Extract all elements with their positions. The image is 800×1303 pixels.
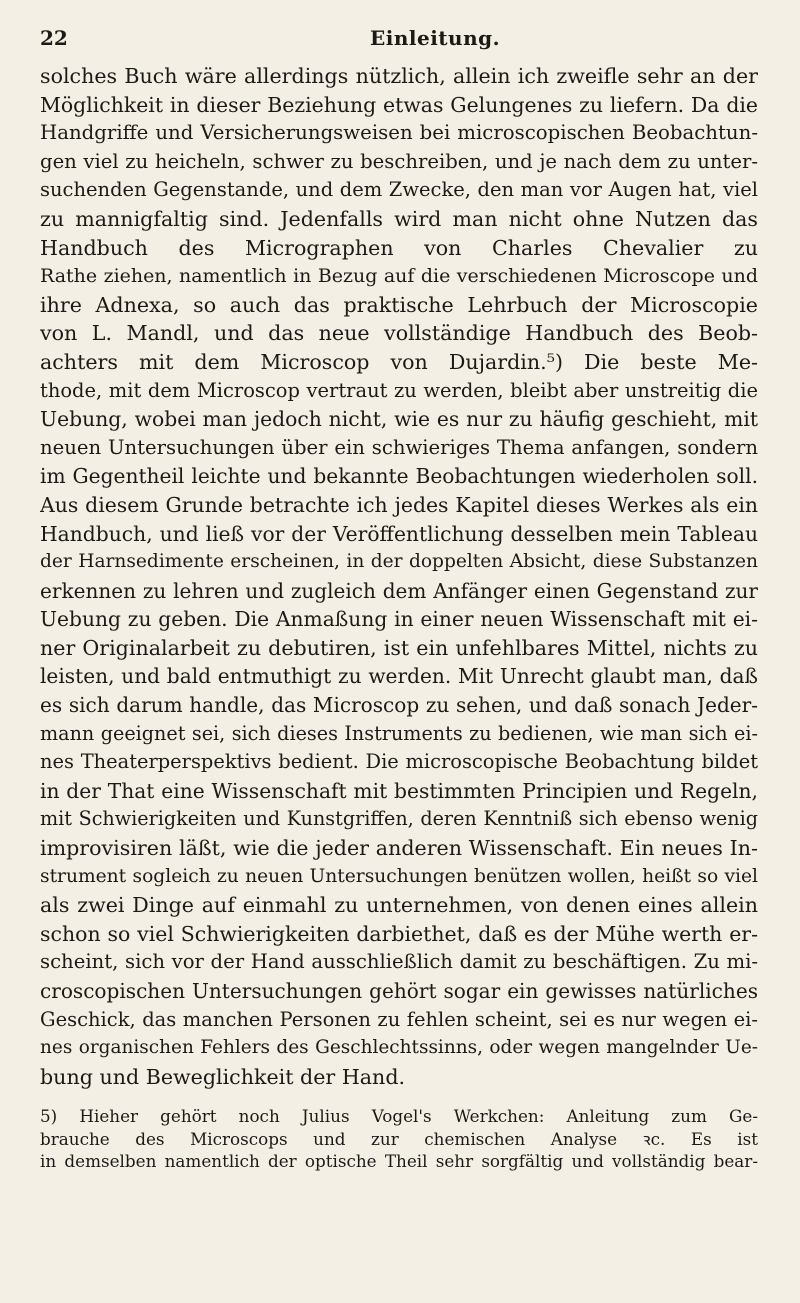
text-line: in der That eine Wissenschaft mit bestimmten Principien und Regeln, [40, 778, 758, 803]
footnote-line: 5) Hieher gehört noch Julius Vogel's Werkchen: Anleitung zum Ge- [40, 1106, 758, 1127]
text-line: gen viel zu heicheln, schwer zu beschreiben, und je nach dem zu unter- [40, 149, 758, 173]
text-line: schon so viel Schwierigkeiten darbiethet, daß es der Mühe werth er- [40, 921, 758, 946]
text-line: Aus diesem Grunde betrachte ich jedes Kapitel dieses Werkes als ein [40, 492, 758, 517]
text-line: als zwei Dinge auf einmahl zu unternehmen, von denen eines allein [40, 893, 758, 918]
page-header [40, 26, 758, 62]
text-line: neuen Untersuchungen über ein schwieriges Thema anfangen, sondern [40, 435, 758, 459]
running-head: Einleitung. [370, 26, 501, 50]
text-line: bung und Beweglichkeit der Hand. [40, 1064, 406, 1089]
text-line: es sich darum handle, das Microscop zu sehen, und daß sonach Jeder- [40, 693, 758, 718]
text-line: ner Originalarbeit zu debutiren, ist ein unfehlbares Mittel, nichts zu [40, 635, 758, 660]
text-line: von L. Mandl, und das neue vollständige Handbuch des Beob- [40, 321, 758, 346]
text-line: Geschick, das manchen Personen zu fehlen scheint, sei es nur wegen ei- [40, 1007, 758, 1031]
text-line: solches Buch wäre allerdings nützlich, allein ich zweifle sehr an der [40, 64, 758, 88]
text-line: Handbuch, und ließ vor der Veröffentlichung desselben mein Tableau [40, 521, 758, 546]
text-line: erkennen zu lehren und zugleich dem Anfänger einen Gegenstand zur [40, 578, 758, 603]
page-number: 22 [40, 26, 68, 50]
text-line: ihre Adnexa, so auch das praktische Lehrbuch der Microscopie [40, 292, 758, 317]
text-line: scheint, sich vor der Hand ausschließlich damit zu beschäftigen. Zu mi- [40, 950, 758, 974]
text-line: achters mit dem Microscop von Dujardin.⁵) Die beste Me- [40, 349, 758, 374]
text-line: der Harnsedimente erscheinen, in der doppelten Absicht, diese Substanzen [40, 551, 758, 573]
text-line: suchenden Gegenstande, und dem Zwecke, den man vor Augen hat, viel [40, 178, 758, 202]
text-line: nes organischen Fehlers des Geschlechtssinns, oder wegen mangelnder Ue- [40, 1037, 758, 1059]
text-line: thode, mit dem Microscop vertraut zu werden, bleibt aber unstreitig die [40, 378, 758, 402]
text-line: Uebung zu geben. Die Anmaßung in einer neuen Wissenschaft mit ei- [40, 607, 758, 632]
text-line: im Gegentheil leichte und bekannte Beobachtungen wiederholen soll. [40, 464, 758, 489]
text-line: Möglichkeit in dieser Beziehung etwas Gelungenes zu liefern. Da die [40, 92, 758, 117]
text-line: nes Theaterperspektivs bedient. Die microscopische Beobachtung bildet [40, 750, 758, 774]
text-line: mann geeignet sei, sich dieses Instruments zu bedienen, wie man sich ei- [40, 721, 758, 745]
text-line: zu mannigfaltig sind. Jedenfalls wird man nicht ohne Nutzen das [40, 206, 758, 231]
text-line: Handgriffe und Versicherungsweisen bei microscopischen Beobachtun- [40, 121, 758, 145]
footnote-line: in demselben namentlich der optische Theil sehr sorgfältig und vollständig bear- [40, 1151, 758, 1172]
body-text [40, 62, 758, 1091]
text-line: strument sogleich zu neuen Untersuchungen benützen wollen, heißt so viel [40, 865, 758, 887]
text-line: Rathe ziehen, namentlich in Bezug auf die verschiedenen Microscope und [40, 265, 758, 288]
text-line: improvisiren läßt, wie die jeder anderen Wissenschaft. Ein neues In- [40, 836, 758, 861]
text-line: leisten, und bald entmuthigt zu werden. Mit Unrecht glaubt man, daß [40, 664, 758, 689]
text-line: mit Schwierigkeiten und Kunstgriffen, deren Kenntniß sich ebenso wenig [40, 807, 758, 831]
footnote [40, 1105, 758, 1173]
text-line: croscopischen Untersuchungen gehört sogar ein gewisses natürliches [40, 979, 758, 1003]
text-line: Handbuch des Micrographen von Charles Chevalier zu [40, 235, 758, 260]
footnote-line: brauche des Microscops und zur chemischen Analyse ꝛc. Es ist [40, 1128, 758, 1149]
text-line: Uebung, wobei man jedoch nicht, wie es nur zu häufig geschieht, mit [40, 407, 758, 432]
